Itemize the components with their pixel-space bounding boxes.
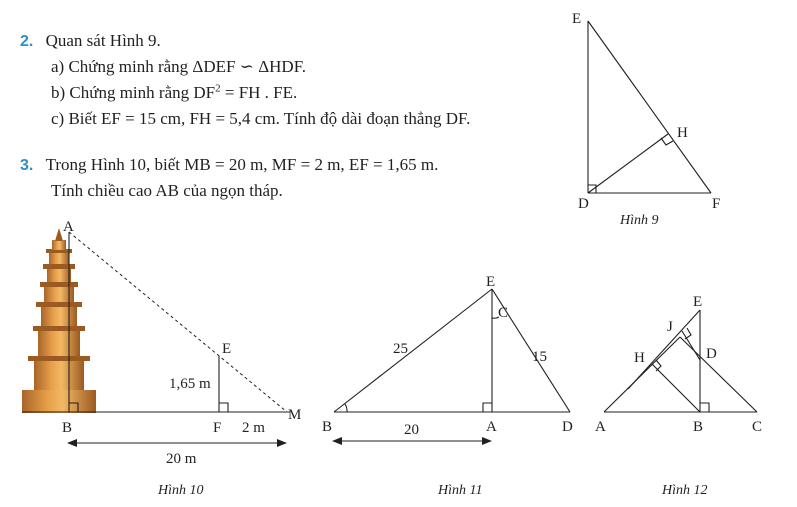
segment-top-c xyxy=(680,337,757,412)
label-a: A xyxy=(63,219,74,235)
segment-be xyxy=(334,289,492,412)
exercise-2-part-a: a) Chứng minh rằng ΔDEF ∽ ΔHDF. xyxy=(51,57,307,76)
figure-9-caption: Hình 9 xyxy=(620,213,659,228)
label-e: E xyxy=(693,294,703,310)
label-e: E xyxy=(222,341,232,357)
label-b: B xyxy=(62,420,73,436)
exercise-3-line1: Trong Hình 10, biết MB = 20 m, MF = 2 m, EF = 1,65 m. xyxy=(45,155,439,174)
figure-9 xyxy=(572,11,720,228)
exercise-2-number: 2. xyxy=(20,33,34,50)
figure-11-caption: Hình 11 xyxy=(438,483,483,498)
label-d: D xyxy=(706,346,717,362)
ef-length-label: 1,65 m xyxy=(169,376,211,392)
label-c: C xyxy=(752,419,763,435)
figure-10 xyxy=(22,219,301,498)
segment-ef xyxy=(588,21,711,193)
figure-11 xyxy=(322,274,573,498)
label-b: B xyxy=(693,419,704,435)
label-d: D xyxy=(562,419,573,435)
right-angle-mark-a xyxy=(483,403,492,412)
cd-length-label: 15 xyxy=(532,349,547,365)
exercise-2-intro: Quan sát Hình 9. xyxy=(45,31,161,50)
exercise-3-line2: Tính chiều cao AB của ngọn tháp. xyxy=(51,181,283,200)
label-e: E xyxy=(572,11,582,27)
label-a: A xyxy=(595,419,606,435)
segment-a-top xyxy=(604,337,680,412)
exercise-3-number: 3. xyxy=(20,157,34,174)
ba-length-label: 20 xyxy=(404,422,419,438)
exercise-2-part-b-exponent: 2 xyxy=(215,82,221,95)
label-h: H xyxy=(677,125,688,141)
figure-10-caption: Hình 10 xyxy=(158,483,204,498)
label-m: M xyxy=(288,407,302,423)
tower-image xyxy=(22,228,96,413)
right-angle-mark-b xyxy=(700,403,709,412)
label-h: H xyxy=(634,350,645,366)
angle-mark-b xyxy=(345,404,347,412)
label-j: J xyxy=(667,319,673,335)
label-e: E xyxy=(486,274,496,290)
exercise-2-part-b-prefix: b) Chứng minh rằng DF xyxy=(51,83,216,102)
label-f: F xyxy=(213,420,222,436)
segment-bh xyxy=(652,364,700,412)
label-a: A xyxy=(486,419,497,435)
segment-dh xyxy=(588,134,668,193)
label-d: D xyxy=(578,196,589,212)
label-b: B xyxy=(322,419,333,435)
right-angle-mark-h xyxy=(661,138,673,145)
be-length-label: 25 xyxy=(393,341,408,357)
label-c: C xyxy=(498,305,509,321)
fm-length-label: 2 m xyxy=(242,420,265,436)
label-f: F xyxy=(712,196,721,212)
bm-length-label: 20 m xyxy=(166,451,197,467)
right-angle-mark-f xyxy=(219,403,228,412)
exercise-2-part-b-suffix: = FH . FE. xyxy=(220,83,298,102)
figure-12 xyxy=(595,294,762,498)
figure-12-caption: Hình 12 xyxy=(662,483,708,498)
exercise-2-part-c: c) Biết EF = 15 cm, FH = 5,4 cm. Tính độ dài đoạn thẳng DF. xyxy=(51,109,471,128)
